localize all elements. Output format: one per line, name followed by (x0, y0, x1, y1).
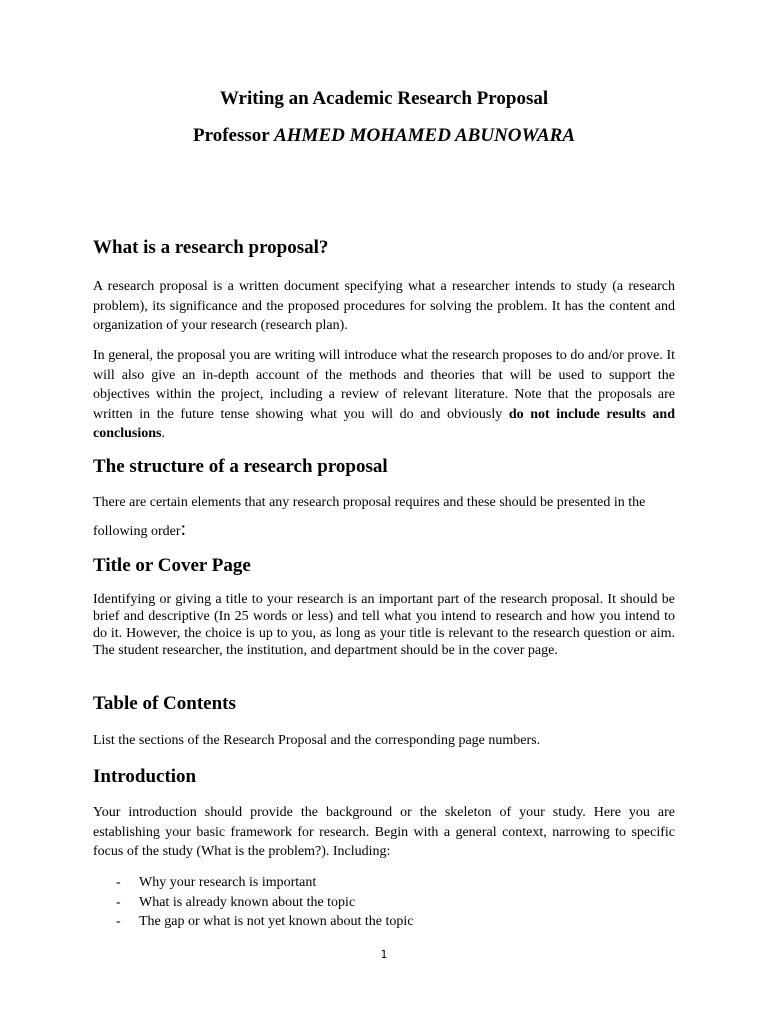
paragraph-what-1: A research proposal is a written document specifying what a researcher intends to study (a research problem), its significance and the proposed procedures for solving the problem. It has the content and organization of your research (research plan). (93, 279, 675, 333)
list-item-text: Why your research is important (139, 875, 317, 890)
paragraph-introduction: Your introduction should provide the background or the skeleton of your study. Here you are establishing your basic framework for research. Begin with a general context, narrowing to specific focus of the study (What is the problem?). Including: (93, 805, 675, 859)
list-item-text: What is already known about the topic (139, 894, 356, 910)
paragraph-title-page: Identifying or giving a title to your research is an important part of the research proposal. It should be brief and descriptive (In 25 words or less) and tell what you intend to research and how you intend to do it. However, the choice is up to you, as long as your title is relevant to the research question or aim. The student researcher, the institution, and department should be in the cover page. (93, 592, 675, 658)
heading-structure: The structure of a research proposal (93, 456, 388, 477)
paragraph-structure-text: There are certain elements that any research proposal requires and these should be presented in the following order (93, 495, 646, 539)
heading-title-page: Title or Cover Page (93, 555, 251, 576)
paragraph-table-of-contents: List the sections of the Research Proposal and the corresponding page numbers. (93, 733, 541, 748)
bullet-dash: - (116, 894, 121, 910)
bullet-dash: - (116, 914, 121, 929)
page-number: 1 (380, 948, 388, 961)
list-item (93, 873, 414, 893)
author-prefix: Professor (193, 125, 270, 146)
list-item (93, 912, 414, 932)
document-author (0, 125, 768, 147)
emphasis-no-results: do not include results and conclusions (93, 406, 675, 441)
document-title: Writing an Academic Research Proposal (219, 88, 549, 109)
paragraph-what-2-text: In general, the proposal you are writing will introduce what the research proposes to do and/or prove. It will also give an in-depth account of the methods and theories that will be used to support the objectives within the project, including a review of relevant literature. Note that the proposals are written in the future tense showing what you will do and obviously (93, 348, 675, 422)
paragraph-structure (93, 490, 675, 545)
paragraph-what-2-end: . (161, 426, 165, 441)
introduction-bullet-list (93, 873, 414, 932)
author-name: AHMED MOHAMED ABUNOWARA (274, 125, 575, 146)
paragraph-what-2 (93, 346, 675, 444)
heading-table-of-contents: Table of Contents (93, 693, 236, 714)
heading-introduction: Introduction (93, 766, 197, 787)
list-item (93, 893, 414, 913)
paragraph-structure-colon: : (180, 518, 187, 540)
list-item-text: The gap or what is not yet known about the topic (139, 914, 414, 929)
heading-what-is-proposal: What is a research proposal? (93, 237, 329, 258)
bullet-dash: - (116, 875, 121, 890)
